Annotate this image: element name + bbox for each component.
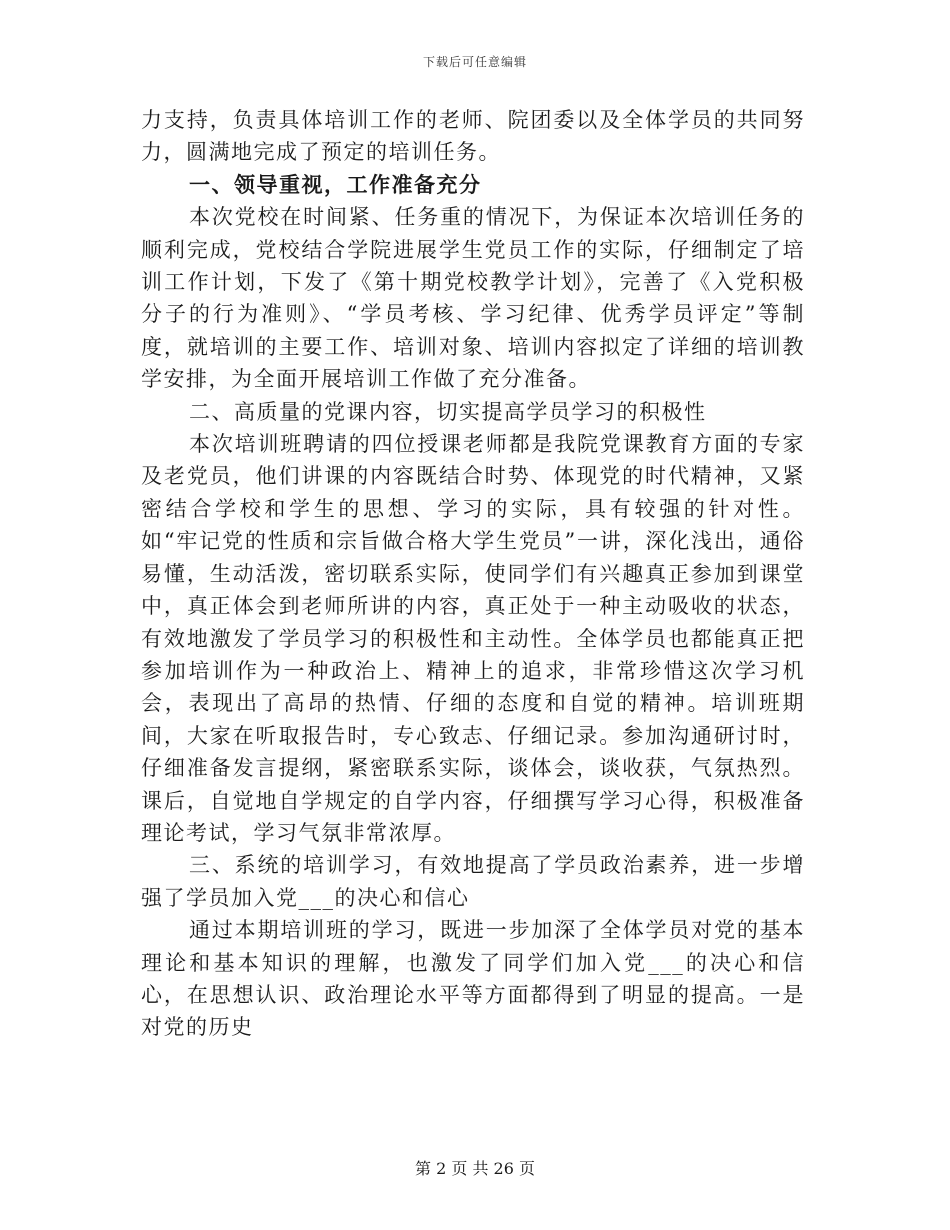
section-heading-2: 二、高质量的党课内容，切实提高学员学习的积极性 bbox=[189, 399, 707, 424]
paragraph: 本次党校在时间紧、任务重的情况下，为保证本次培训任务的顺利完成，党校结合学院进展学生党员工作的实际，仔细制定了培训工作计划，下发了《第十期党校教学计划》，完善了《入党积极分子的行为准则》、“学员考核、学习纪律、优秀学员评定”等制度，就培训的主要工作、培训对象、培训内容拟定了详细的培训教学安排，为全面开展培训工作做了充分准备。 bbox=[141, 205, 805, 392]
page-number: 第 2 页 共 26 页 bbox=[415, 1159, 535, 1178]
page-header: 下载后可任意编辑 bbox=[422, 55, 527, 69]
paragraph: 通过本期培训班的学习，既进一步加深了全体学员对党的基本理论和基本知识的理解，也激发了同学们加入党___的决心和信心，在思想认识、政治理论水平等方面都得到了明显的提高。一是对党的历史 bbox=[141, 918, 805, 1040]
paragraph: 本次培训班聘请的四位授课老师都是我院党课教育方面的专家及老党员，他们讲课的内容既结合时势、体现党的时代精神，又紧密结合学校和学生的思想、学习的实际，具有较强的针对性。如“牢记党的性质和宗旨做合格大学生党员”一讲，深化浅出，通俗易懂，生动活泼，密切联系实际，使同学们有兴趣真正参加到课堂中，真正体会到老师所讲的内容，真正处于一种主动吸收的状态，有效地激发了学员学习的积极性和主动性。全体学员也都能真正把参加培训作为一种政治上、精神上的追求，非常珍惜这次学习机会，表现出了高昂的热情、仔细的态度和自觉的精神。培训班期间，大家在听取报告时，专心致志、仔细记录。参加沟通研讨时，仔细准备发言提纲，紧密联系实际，谈体会，谈收获，气氛热烈。课后，自觉地自学规定的自学内容，仔细撰写学习心得，积极准备理论考试，学习气氛非常浓厚。 bbox=[141, 432, 805, 845]
section-heading-3: 三、系统的培训学习，有效地提高了学员政治素养，进一步增强了学员加入党___的决心和信心 bbox=[141, 853, 805, 910]
section-heading-1: 一、领导重视，工作准备充分 bbox=[189, 171, 482, 197]
paragraph-continuation: 力支持，负责具体培训工作的老师、院团委以及全体学员的共同努力，圆满地完成了预定的培训任务。 bbox=[141, 108, 805, 165]
document-body bbox=[141, 104, 805, 1044]
